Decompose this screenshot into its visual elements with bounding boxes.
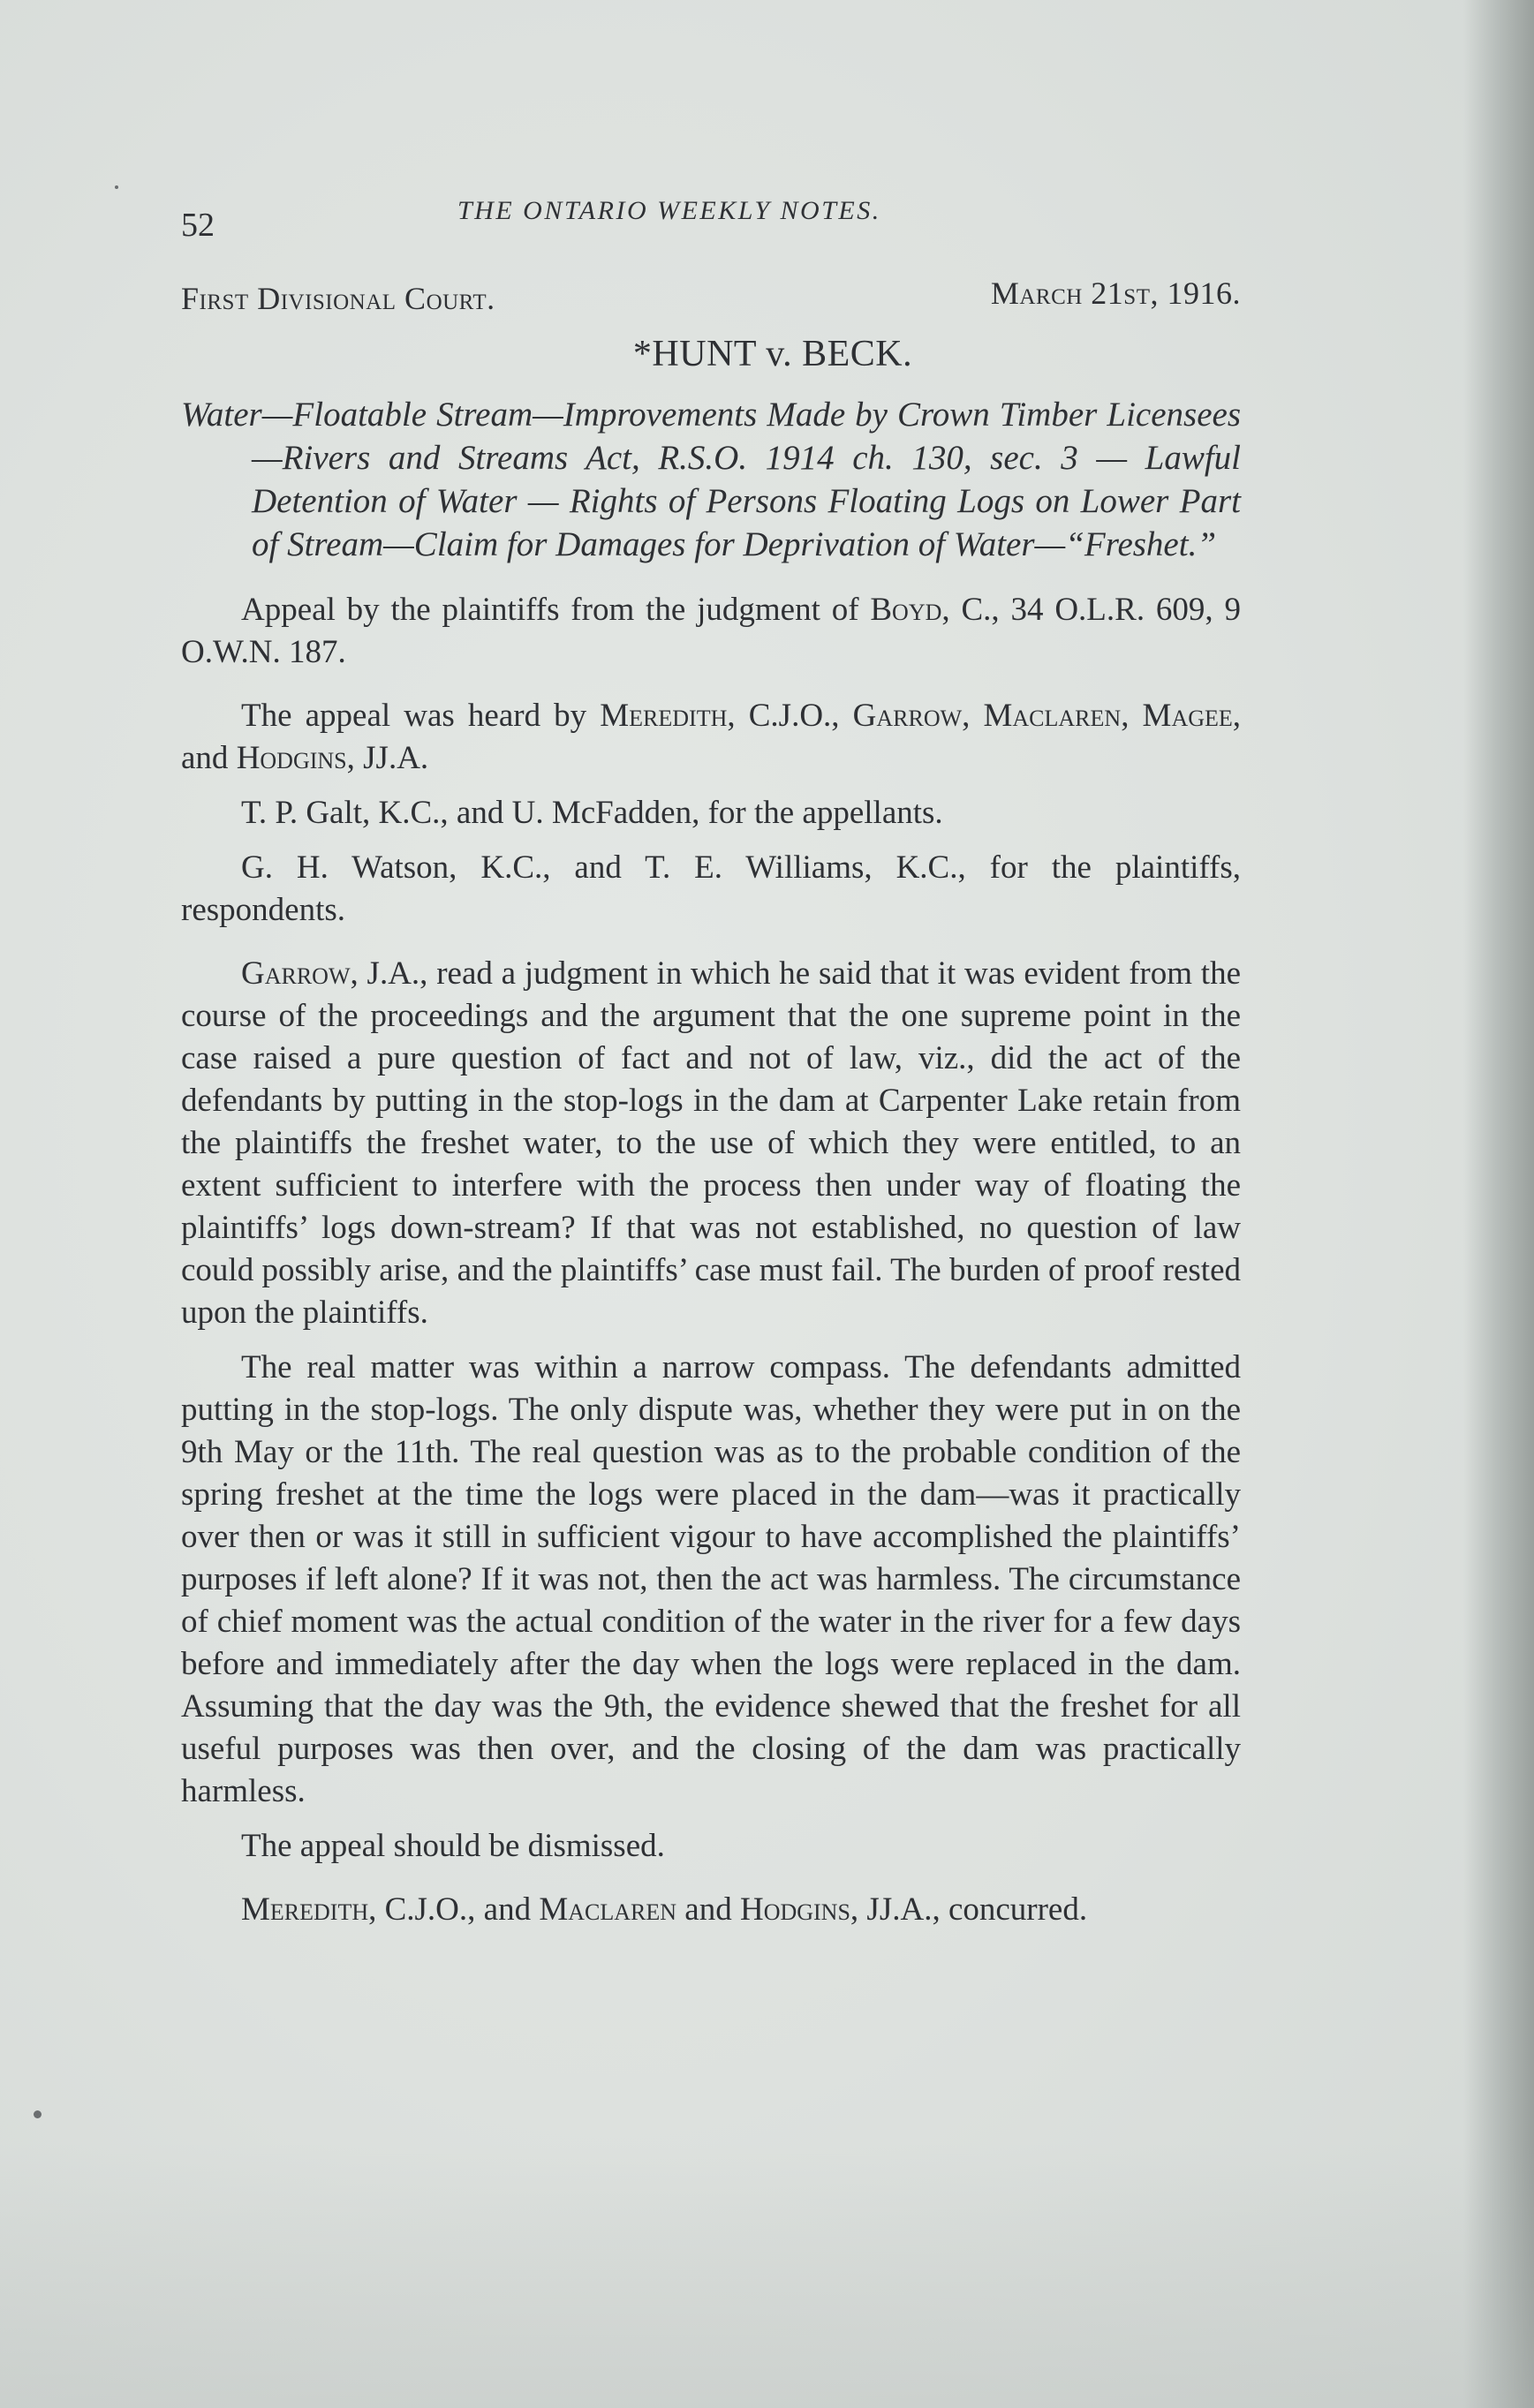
judge-name: Garrow <box>852 698 963 734</box>
court-name: First Divisional Court. <box>181 281 495 316</box>
judge-name: Maclaren <box>539 1891 677 1928</box>
judge-name: Garrow <box>241 955 351 992</box>
judge-name: Hodgins <box>236 740 347 776</box>
judge-name: Hodgins <box>739 1891 850 1928</box>
appeal-paragraph <box>181 589 1241 674</box>
text-run: , C., 34 O.L.R. 609, 9 O.W.N. 187. <box>181 592 1242 670</box>
decision-date: March 21st, 1916. <box>990 276 1241 311</box>
concurrence-paragraph <box>181 1889 1241 1931</box>
text-run: , C.J.O., <box>727 698 853 734</box>
headnote: Water—Floatable Stream—Improvements Made by Crown Timber Licensees—Rivers and Streams Act, R.S.O. 1914 ch. 130, sec. 3 — Lawful Detention of Water — Rights of Persons Floating Logs on Lower Part of Stream—Claim for Damages for Deprivation of Water—“Freshet.” <box>181 396 1241 563</box>
text-run: , JJ.A. <box>346 740 429 776</box>
ink-speck <box>115 185 118 189</box>
judgment-paragraph <box>181 953 1241 1334</box>
real-matter-paragraph: The real matter was within a narrow compass. The defendants admitted putting in the stop-logs. The only dispute was, whether they were put in on the 9th May or the 11th. The real question was as to the probable condition of the spring freshet at the time the logs were placed in the dam—was it practically over then or was it still in sufficient vigour to have accomplished the plaintiffs’ purposes if left alone? If it was not, then the act was harmless. The circumstance of chief moment was the actual condition of the water in the river for a few days before and immediately after the day when the logs were replaced in the dam. Assuming that the day was the 9th, the evidence shewed that the freshet for all useful purposes was then over, and the closing of the dam was practically harmless. <box>181 1349 1241 1809</box>
heard-by-paragraph <box>181 695 1241 780</box>
dismissed-paragraph: The appeal should be dismissed. <box>241 1828 665 1864</box>
text-run: , and <box>181 698 1242 776</box>
page-shading <box>0 2143 1534 2408</box>
text-run: , <box>962 698 984 734</box>
judge-name: Meredith <box>600 698 728 734</box>
text-run: , C.J.O., and <box>368 1891 540 1928</box>
text-run: and <box>676 1891 740 1928</box>
journal-title: THE ONTARIO WEEKLY NOTES. <box>457 196 881 225</box>
book-spine-shadow <box>1463 0 1534 2408</box>
judge-name: Boyd <box>870 592 942 628</box>
running-head <box>181 181 1241 252</box>
text-run: The appeal was heard by <box>241 698 601 734</box>
judge-name: Maclaren <box>983 698 1122 734</box>
judge-name: Meredith <box>241 1891 369 1928</box>
text-run: , <box>1121 698 1143 734</box>
counsel-respondents: G. H. Watson, K.C., and T. E. Williams, K.C., for the plaintiffs, respondents. <box>181 849 1241 928</box>
page-number: 52 <box>181 207 215 244</box>
case-title: *HUNT v. BECK. <box>632 334 913 374</box>
text-run: Appeal by the plaintiffs from the judgment of <box>241 592 871 628</box>
ink-speck <box>34 2110 42 2118</box>
page-content <box>181 181 1241 1944</box>
text-run: , JJ.A., concurred. <box>850 1891 1088 1928</box>
judge-name: Magee <box>1142 698 1233 734</box>
counsel-appellants: T. P. Galt, K.C., and U. McFadden, for the appellants. <box>241 795 943 831</box>
text-run: , J.A., read a judgment in which he said that it was evident from the course of the proceedings and the argument that the one supreme point in the case raised a pure question of fact and not of law, viz., did the act of the defendants by putting in the stop-logs in the dam at Carpenter Lake retain from the plaintiffs the freshet water, to the use of which they were entitled, to an extent sufficient to interfere with the process then under way of floating the plaintiffs’ logs down-stream? If that was not established, no question of law could possibly arise, and the plaintiffs’ case must fail. The burden of proof rested upon the plaintiffs. <box>181 955 1241 1331</box>
court-date-line <box>181 276 1241 333</box>
